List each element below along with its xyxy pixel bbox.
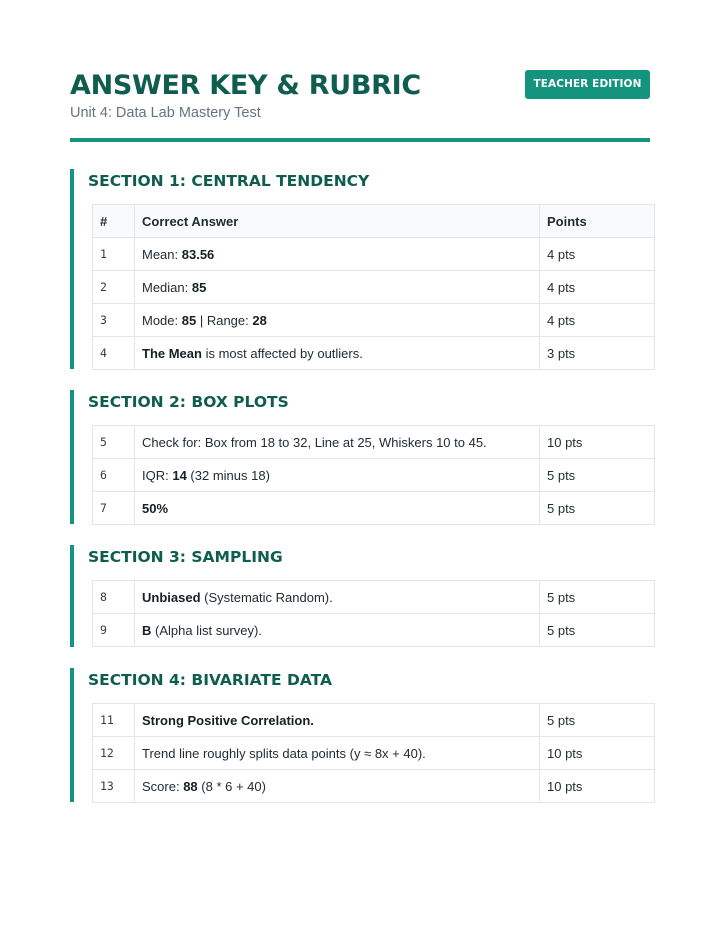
table-row (93, 492, 655, 525)
correct-answer (135, 581, 540, 614)
table-row (93, 737, 655, 770)
answer-table (92, 580, 655, 647)
question-number: 3 (93, 304, 135, 337)
correct-answer (135, 704, 540, 737)
points-value: 4 pts (540, 304, 655, 337)
question-number: 6 (93, 459, 135, 492)
question-number: 9 (93, 614, 135, 647)
answer-table (92, 425, 655, 525)
answer-text: Median: (142, 279, 192, 295)
question-number: 12 (93, 737, 135, 770)
edition-badge: TEACHER EDITION (525, 70, 650, 99)
answer-text: Check for: Box from 18 to 32, Line at 25, Whiskers 10 to 45. (142, 434, 487, 450)
question-number: 13 (93, 770, 135, 803)
table-row (93, 459, 655, 492)
question-number: 1 (93, 238, 135, 271)
answer-emphasis: 14 (172, 467, 187, 483)
question-number: 7 (93, 492, 135, 525)
table-row (93, 304, 655, 337)
table-row (93, 770, 655, 803)
points-value: 3 pts (540, 337, 655, 370)
table-row (93, 271, 655, 304)
points-value: 10 pts (540, 737, 655, 770)
correct-answer (135, 737, 540, 770)
points-value: 5 pts (540, 704, 655, 737)
answer-text: Trend line roughly splits data points (y ≈ 8x + 40). (142, 745, 426, 761)
answer-text: (32 minus 18) (186, 467, 270, 483)
points-value: 5 pts (540, 492, 655, 525)
header-answer: Correct Answer (135, 205, 540, 238)
question-number: 4 (93, 337, 135, 370)
answer-text: Mode: (142, 312, 182, 328)
header-points: Points (540, 205, 655, 238)
points-value: 5 pts (540, 614, 655, 647)
correct-answer (135, 271, 540, 304)
answer-emphasis: 85 (181, 312, 197, 328)
correct-answer (135, 492, 540, 525)
answer-text: | Range: (196, 312, 253, 328)
points-value: 10 pts (540, 426, 655, 459)
answer-text: is most affected by outliers. (201, 345, 363, 361)
answer-emphasis: B (142, 622, 152, 638)
correct-answer (135, 426, 540, 459)
section-4 (70, 668, 650, 802)
points-value: 10 pts (540, 770, 655, 803)
table-row (93, 581, 655, 614)
page-title: ANSWER KEY & RUBRIC (70, 70, 421, 101)
answer-emphasis: 85 (191, 279, 207, 295)
table-row (93, 426, 655, 459)
header-number: # (93, 205, 135, 238)
answer-table (92, 703, 655, 803)
table-header-row (93, 205, 655, 238)
table-row (93, 614, 655, 647)
page-header (70, 68, 650, 142)
section-title: SECTION 1: CENTRAL TENDENCY (88, 172, 370, 190)
points-value: 4 pts (540, 238, 655, 271)
answer-text: Score: (142, 778, 184, 794)
answer-emphasis: Unbiased (142, 589, 201, 605)
page-subtitle: Unit 4: Data Lab Mastery Test (70, 105, 261, 121)
answer-text: Mean: (142, 246, 182, 262)
section-1 (70, 169, 650, 369)
question-number: 11 (93, 704, 135, 737)
answer-emphasis: 83.56 (181, 246, 215, 262)
correct-answer (135, 337, 540, 370)
answer-emphasis: Strong Positive Correlation. (142, 712, 314, 728)
section-title: SECTION 2: BOX PLOTS (88, 393, 289, 411)
correct-answer (135, 238, 540, 271)
answer-emphasis: 88 (183, 778, 198, 794)
points-value: 5 pts (540, 581, 655, 614)
answer-text: (Alpha list survey). (151, 622, 262, 638)
correct-answer (135, 770, 540, 803)
question-number: 8 (93, 581, 135, 614)
answer-emphasis: 28 (252, 312, 267, 328)
question-number: 5 (93, 426, 135, 459)
section-2 (70, 390, 650, 524)
table-row (93, 704, 655, 737)
section-3 (70, 545, 650, 647)
answer-text: (Systematic Random). (200, 589, 333, 605)
answer-emphasis: The Mean (142, 345, 202, 361)
points-value: 4 pts (540, 271, 655, 304)
table-row (93, 337, 655, 370)
answer-text: (8 * 6 + 40) (197, 778, 266, 794)
correct-answer (135, 614, 540, 647)
question-number: 2 (93, 271, 135, 304)
correct-answer (135, 304, 540, 337)
section-title: SECTION 4: BIVARIATE DATA (88, 671, 332, 689)
table-row (93, 238, 655, 271)
answer-emphasis: 50% (142, 500, 169, 516)
answer-text: IQR: (142, 467, 173, 483)
correct-answer (135, 459, 540, 492)
answer-table (92, 204, 655, 370)
section-title: SECTION 3: SAMPLING (88, 548, 283, 566)
points-value: 5 pts (540, 459, 655, 492)
